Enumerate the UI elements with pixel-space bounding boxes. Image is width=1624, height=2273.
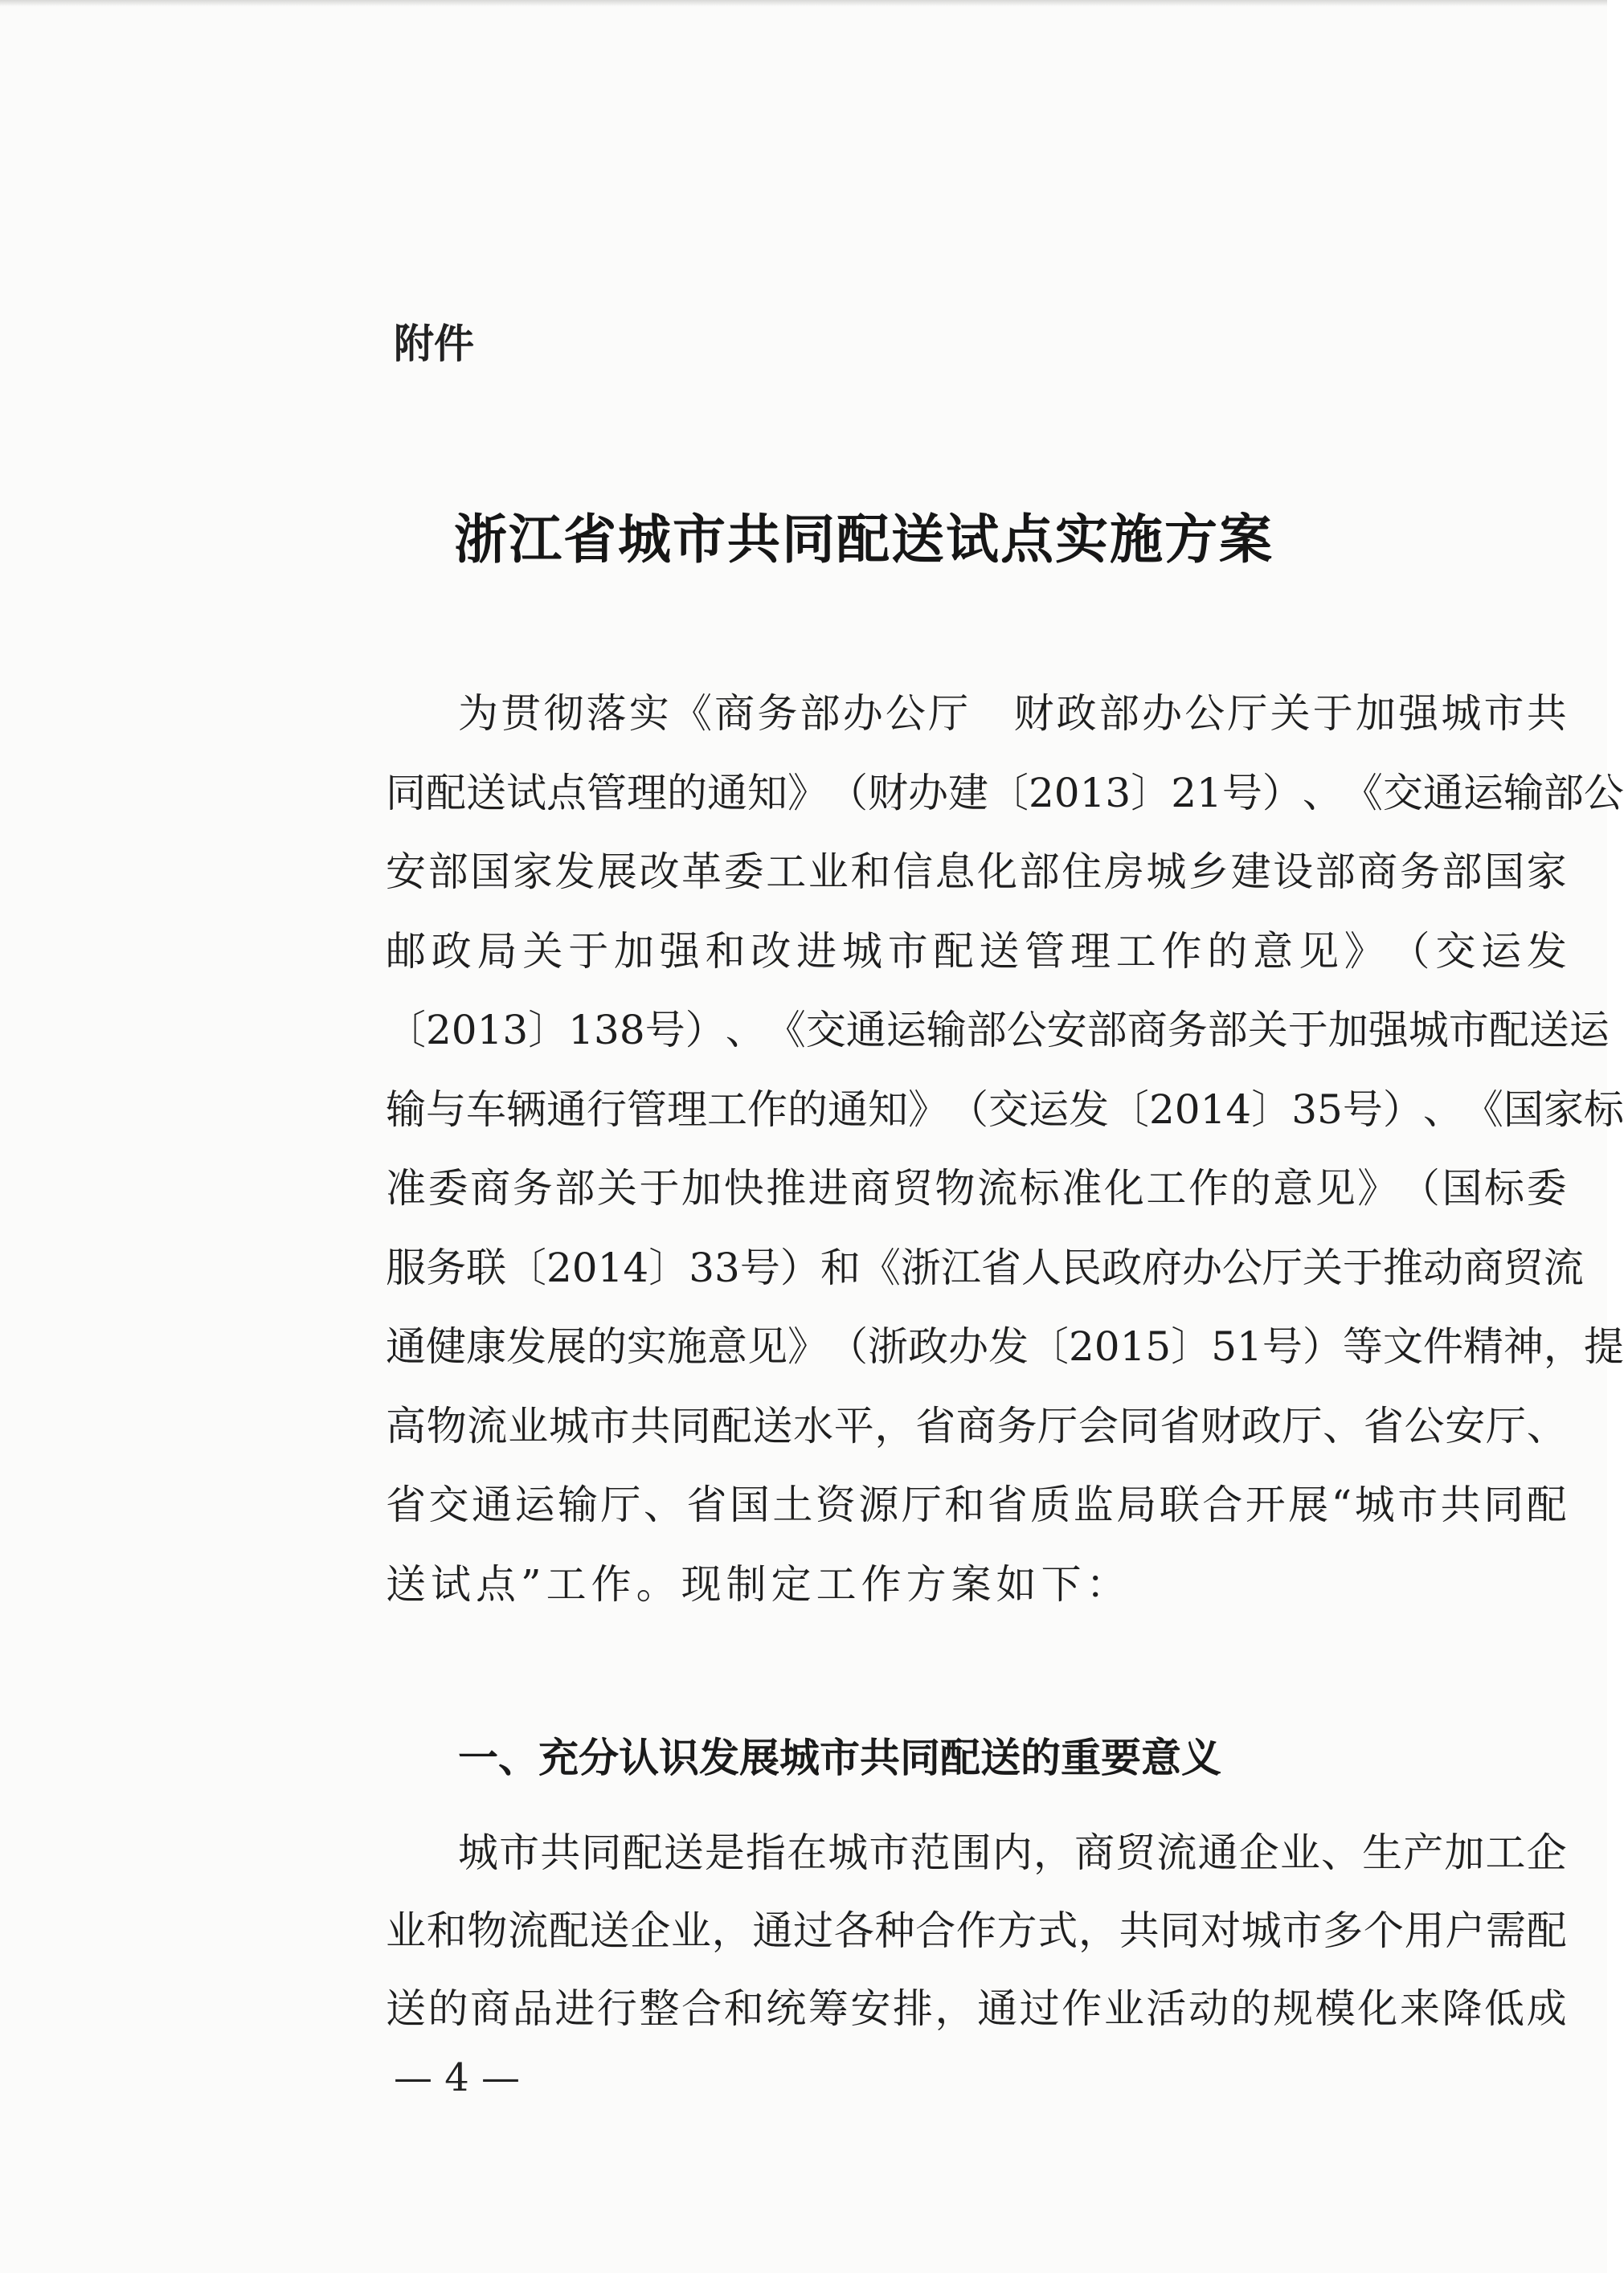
text-line: 邮 政 局 关 于 加 强 和 改 进 城 市 配 送 管 理 工 作 的 意 见 》 （ 交 运 发 (386, 927, 1567, 975)
text-line: 为 贯 彻 落 实 《 商 务 部 办 公 厅 财 政 部 办 公 厅 关 于 加 强 城 市 共 (458, 690, 1567, 737)
page-number: — 4 — (394, 2055, 521, 2100)
text-line: 通 健 康 发 展 的 实 施 意 见 》 （ 浙 政 办 发 〔 2015 〕 51 号 ） 等 文 件 精 神 ， 提 (386, 1323, 1624, 1370)
text-line: 业 和 物 流 配 送 企 业 ， 通 过 各 种 合 作 方 式 ， 共 同 对 城 市 多 个 用 户 需 配 (386, 1907, 1567, 1954)
text-line: 安 部 国 家 发 展 改 革 委 工 业 和 信 息 化 部 住 房 城 乡 建 设 部 商 务 部 国 家 (386, 848, 1567, 895)
text-line: 送 的 商 品 进 行 整 合 和 统 筹 安 排 ， 通 过 作 业 活 动 的 规 模 化 来 降 低 成 (386, 1985, 1567, 2032)
scan-edge (0, 0, 1607, 6)
text-line: 准 委 商 务 部 关 于 加 快 推 进 商 贸 物 流 标 准 化 工 作 的 意 见 》 （ 国 标 委 (386, 1165, 1567, 1212)
text-line: 服 务 联 〔 2014 〕 33 号 ） 和 《 浙 江 省 人 民 政 府 办 公 厅 关 于 推 动 商 贸 流 (386, 1244, 1584, 1291)
section-heading: 一、充分认识发展城市共同配送的重要意义 (458, 1735, 1221, 1781)
text-line: 〔 2013 〕 138 号 ） 、 《 交 通 运 输 部 公 安 部 商 务 部 关 于 加 强 城 市 配 送 运 (386, 1007, 1610, 1053)
text-line: 省 交 通 运 输 厅 、 省 国 土 资 源 厅 和 省 质 监 局 联 合 开 展 “ 城 市 共 同 配 (386, 1482, 1567, 1528)
attachment-label: 附件 (394, 321, 474, 367)
text-line: 输 与 车 辆 通 行 管 理 工 作 的 通 知 》 （ 交 运 发 〔 2014 〕 35 号 ） 、 《 国 家 标 (386, 1085, 1624, 1133)
document-title: 浙江省城市共同配送试点实施方案 (454, 508, 1274, 570)
text-line: 同 配 送 试 点 管 理 的 通 知 》 （ 财 办 建 〔 2013 〕 21 号 ） 、 《 交 通 运 输 部 公 (386, 769, 1624, 816)
text-line: 高 物 流 业 城 市 共 同 配 送 水 平 ， 省 商 务 厅 会 同 省 财 政 厅 、 省 公 安 厅 、 (386, 1402, 1567, 1449)
text-line: 城 市 共 同 配 送 是 指 在 城 市 范 围 内 ， 商 贸 流 通 企 业 、 生 产 加 工 企 (458, 1829, 1567, 1876)
text-line: 送 试 点 ” 工 作 。 现 制 定 工 作 方 案 如 下 ： (386, 1560, 1131, 1608)
